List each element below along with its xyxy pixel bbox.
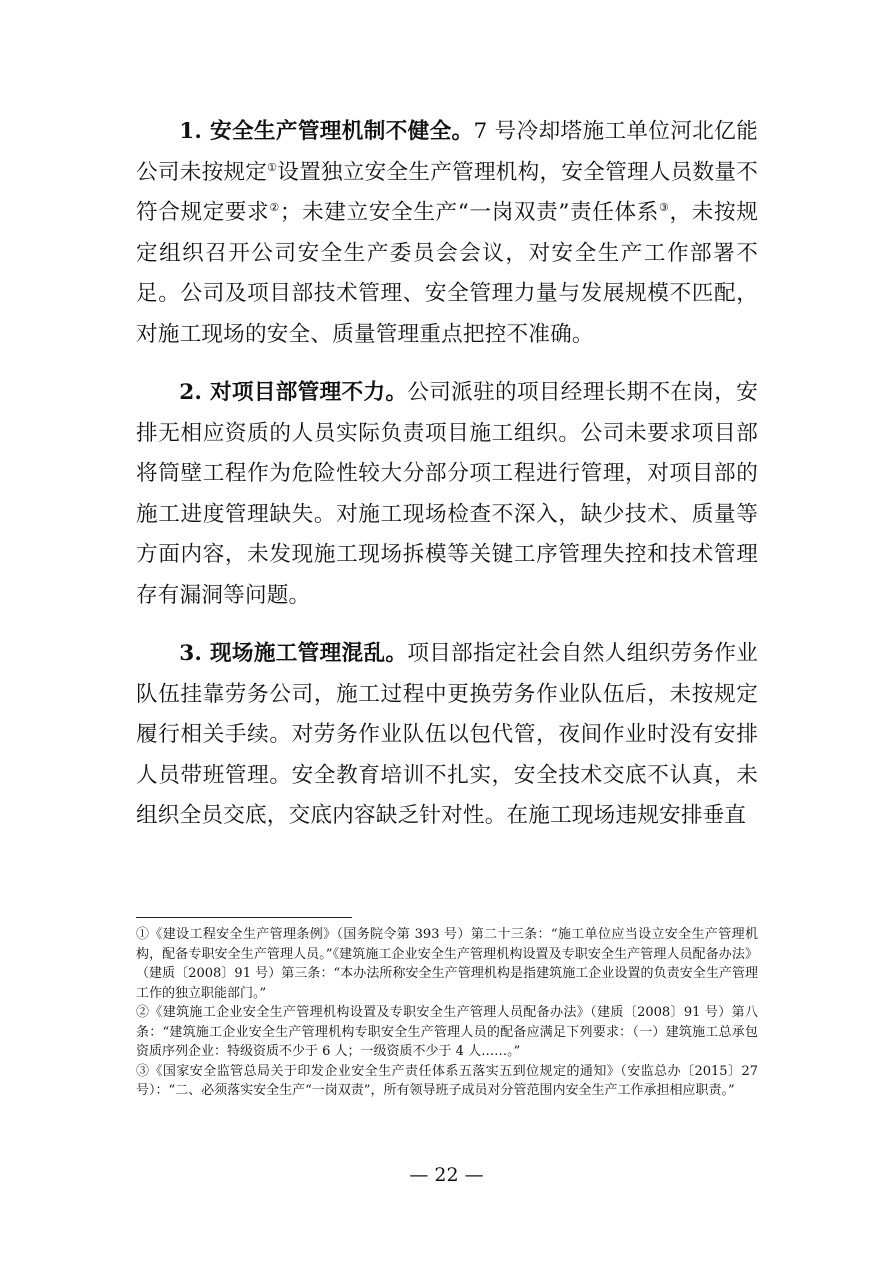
paragraph-heading: 2. 对项目部管理不力。 xyxy=(179,380,408,405)
paragraph-2 xyxy=(136,373,758,616)
paragraph-text: 设置独立安全生产管理机构，安全管理人员数量不符合规定要求 xyxy=(136,159,759,225)
paragraph-text: ；未建立安全生产“一岗双责”责任体系 xyxy=(279,200,660,225)
footnote-3: ③《国家安全监管总局关于印发企业安全生产责任体系五落实五到位规定的通知》（安监总办〔2015〕27 号）：“二、必须落实安全生产“一岗双责”，所有领导班子成员对分管范围内安全生产工作承担相应职责。” xyxy=(136,1063,758,1098)
paragraph-heading: 1. 安全生产管理机制不健全。 xyxy=(179,119,474,144)
page-number: — 22 — xyxy=(409,1164,484,1186)
footnote-2: ②《建筑施工企业安全生产管理机构设置及专职安全生产管理人员配备办法》（建质〔2008〕91 号）第八条：“建筑施工企业安全生产管理机构专职安全生产管理人员的配备应满足下列要求：（一）建筑施工总承包资质序列企业：特级资质不少于 6 人；一级资质不少于 4 人……。” xyxy=(136,1005,758,1059)
paragraph-3 xyxy=(136,634,758,837)
paragraph-text: 项目部指定社会自然人组织劳务作业队伍挂靠劳务公司，施工过程中更换劳务作业队伍后，未按规定履行相关手续。对劳务作业队伍以包代管，夜间作业时没有安排人员带班管理。安全教育培训不扎实，安全技术交底不认真，未组织全员交底，交底内容缺乏针对性。在施工现场违规安排垂直 xyxy=(136,641,758,828)
paragraph-text: 7 号冷却塔施工单位河北亿能公司未按规定 xyxy=(136,119,759,185)
paragraph-text: ，未按规定组织召开公司安全生产委员会会议，对安全生产工作部署不足。公司及项目部技术管理、安全管理力量与发展规模不匹配，对施工现场的安全、质量管理重点把控不准确。 xyxy=(136,200,759,347)
paragraph-text: 公司派驻的项目经理长期不在岗，安排无相应资质的人员实际负责项目施工组织。公司未要求项目部将筒壁工程作为危险性较大分部分项工程进行管理，对项目部的施工进度管理缺失。对施工现场检查不深入，缺少技术、质量等方面内容，未发现施工现场拆模等关键工序管理失控和技术管理存有漏洞等问题。 xyxy=(136,380,758,608)
footnote-ref-3[interactable]: ③ xyxy=(659,200,670,214)
paragraph-heading: 3. 现场施工管理混乱。 xyxy=(179,641,408,666)
footnotes xyxy=(136,925,758,1101)
footnote-1: ①《建设工程安全生产管理条例》（国务院令第 393 号）第二十三条：“施工单位应当设立安全生产管理机构，配备专职安全生产管理人员。”《建筑施工企业安全生产管理机构设置及专职安全生产管理人员配备办法》（建质〔2008〕91 号）第三条：“本办法所称安全生产管理机构是指建筑施工企业设置的负责安全生产管理工作的独立职能部门。” xyxy=(136,927,758,1001)
paragraph-1 xyxy=(136,112,758,355)
footnote-divider xyxy=(136,917,352,918)
body-text xyxy=(136,112,758,855)
footnote-ref-1[interactable]: ① xyxy=(267,160,278,174)
footnote-ref-2[interactable]: ② xyxy=(269,200,280,214)
